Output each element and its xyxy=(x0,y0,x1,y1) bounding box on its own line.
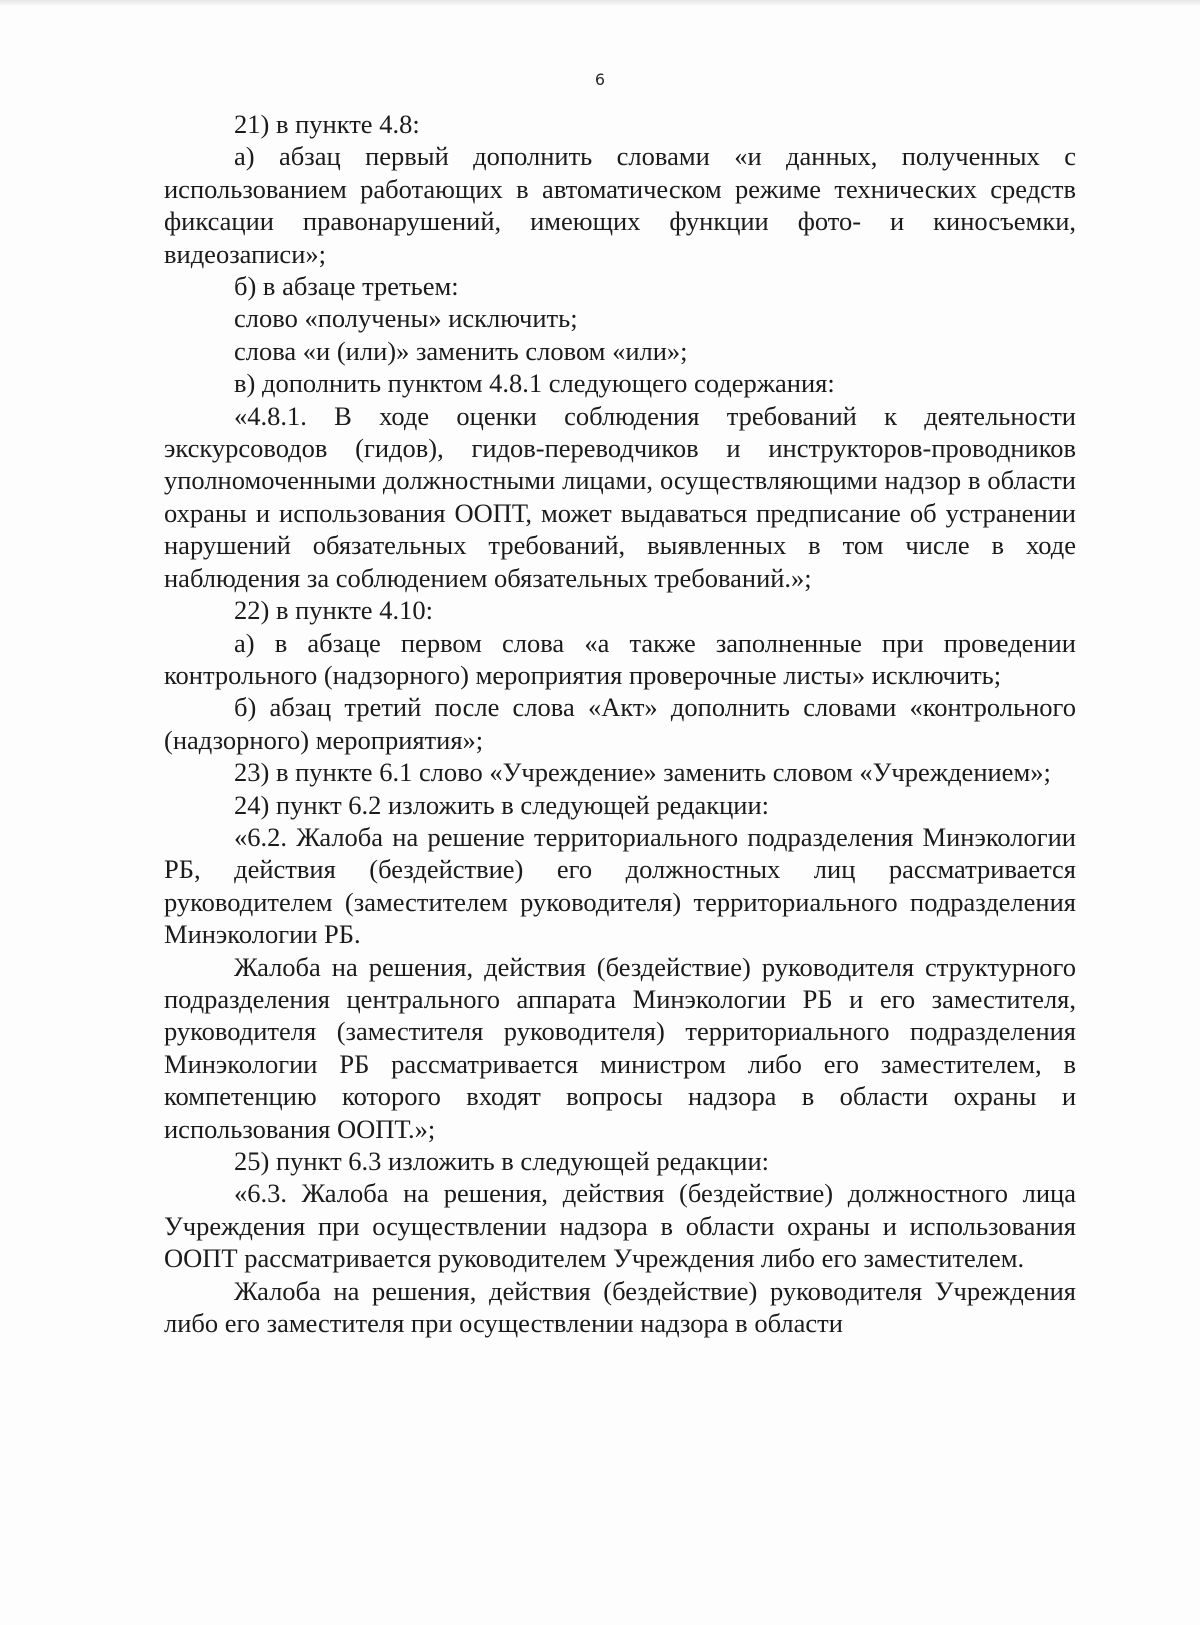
paragraph-item-25: 25) пункт 6.3 изложить в следующей редакции: xyxy=(234,1146,770,1176)
paragraph-word-received: слово «получены» исключить; xyxy=(234,303,578,334)
paragraph-item-21a: а) абзац первый дополнить словами «и данных, полученных с использованием работающих в автоматическом режиме технических средств фиксации правонарушений, имеющих функции фото- и киносъемки, видеозаписи»; xyxy=(164,141,1076,269)
paragraph-item-24: 24) пункт 6.2 изложить в следующей редакции: xyxy=(234,789,770,820)
document-body xyxy=(164,108,1076,1339)
page-number: 6 xyxy=(594,70,606,89)
paragraph-clause-6-2: «6.2. Жалоба на решение территориального подразделения Минэкологии РБ, действия (бездействие) его должностных лиц рассматривается руководителем (заместителем руководителя) территориального подразделения Минэкологии РБ. xyxy=(164,821,1076,950)
paragraph-clause-6-3-second: Жалоба на решения, действия (бездействие) руководителя Учреждения либо его заместителя при осуществлении надзора в области xyxy=(164,1275,1076,1339)
paragraph-item-23: 23) в пункте 6.1 слово «Учреждение» заменить словом «Учреждением»; xyxy=(234,757,1051,788)
paragraph-item-22b: б) абзац третий после слова «Акт» дополнить словами «контрольного (надзорного) мероприятия»; xyxy=(164,692,1076,755)
paragraph-item-21b: б) в абзаце третьем: xyxy=(234,271,459,302)
paragraph-item-22a: а) в абзаце первом слова «а также заполненные при проведении контрольного (надзорного) мероприятия проверочные листы» исключить; xyxy=(164,627,1076,690)
paragraph-clause-6-2-second: Жалоба на решения, действия (бездействие) руководителя структурного подразделения центрального аппарата Минэкологии РБ и его заместителя, руководителя (заместителя руководителя) территориального подразделения Минэкологии РБ рассматривается министром либо его заместителем, в компетенцию которого входят вопросы надзора в области охраны и использования ООПТ.»; xyxy=(164,951,1076,1144)
scan-edge xyxy=(0,0,1200,6)
paragraph-item-22: 22) в пункте 4.10: xyxy=(234,595,433,626)
paragraph-words-and-or: слова «и (или)» заменить словом «или»; xyxy=(234,335,688,366)
paragraph-item-21v: в) дополнить пунктом 4.8.1 следующего содержания: xyxy=(234,368,835,399)
paragraph-clause-4-8-1: «4.8.1. В ходе оценки соблюдения требований к деятельности экскурсоводов (гидов), гидов-переводчиков и инструкторов-проводников уполномоченными должностными лицами, осуществляющими надзор в области охраны и использования ООПТ, может выдаваться предписание об устранении нарушений обязательных требований, выявленных в том числе в ходе наблюдения за соблюдением обязательных требований.»; xyxy=(164,400,1076,593)
paragraph-clause-6-3: «6.3. Жалоба на решения, действия (бездействие) должностного лица Учреждения при осуществлении надзора в области охраны и использования ООПТ рассматривается руководителем Учреждения либо его заместителем. xyxy=(164,1178,1076,1274)
paragraph-item-21: 21) в пункте 4.8: xyxy=(234,109,420,139)
